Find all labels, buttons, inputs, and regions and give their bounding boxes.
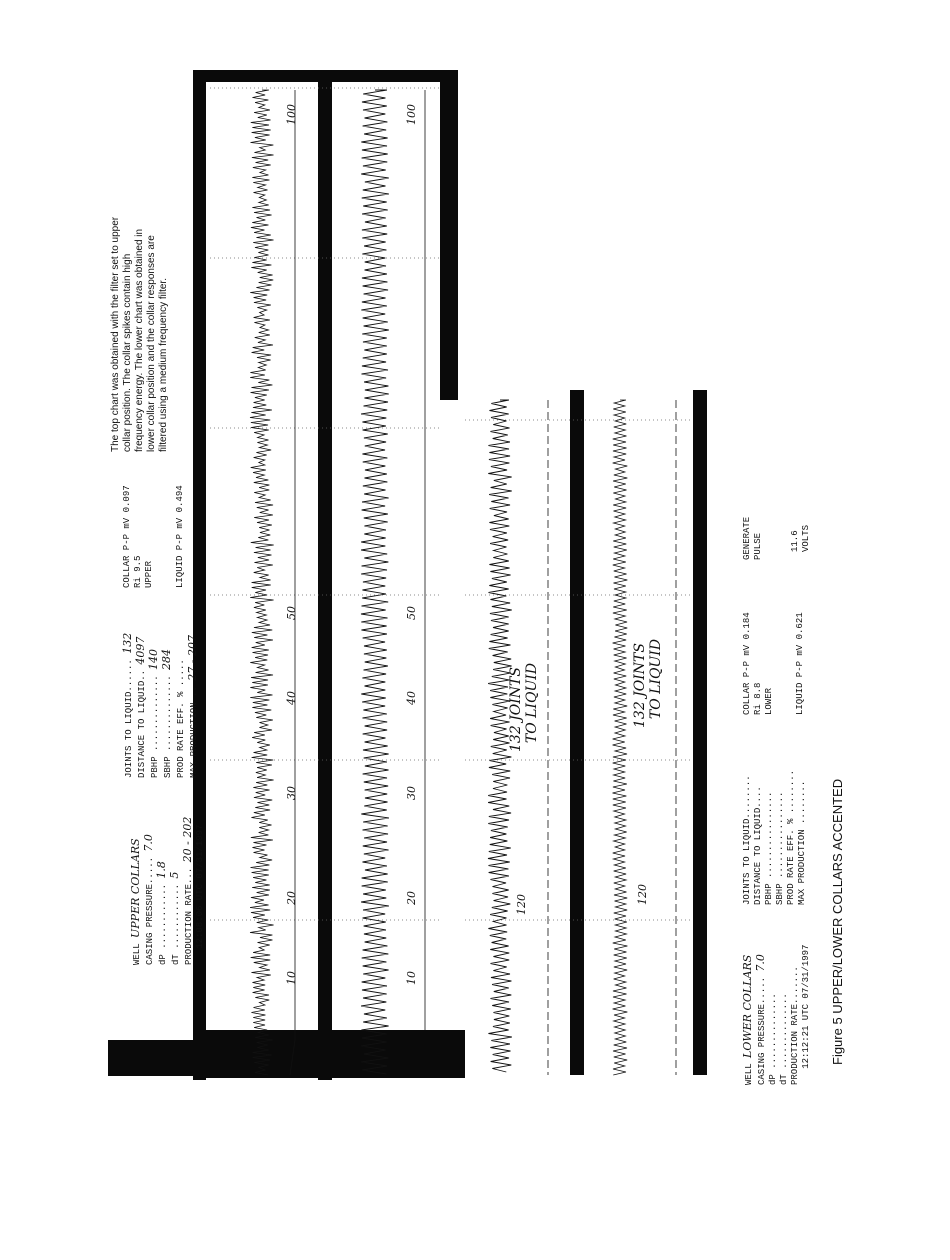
lower-trace-2	[613, 400, 628, 1075]
upper-joint-label-lower: 30	[405, 786, 418, 800]
upper-trace-2	[361, 90, 389, 1074]
upper-dp-value: 1.8	[155, 861, 168, 879]
annotation-a-count: 132	[508, 725, 524, 752]
annotation-b-liquid: LIQUID	[648, 638, 664, 694]
upper-pbhp-value: 140	[147, 648, 160, 670]
upper-pbhp-label: PBHP	[150, 756, 160, 778]
upper-timestamp: 12:08:06 UTC 07/31/1997	[195, 824, 205, 949]
lower-well-label: WELL	[744, 1063, 754, 1085]
upper-joint-label: 30	[285, 786, 298, 800]
lower-mark-120-b: 120	[636, 884, 649, 905]
upper-well-label: WELL	[132, 943, 142, 965]
upper-header-col3	[122, 485, 155, 588]
lower-timestamp: 12:12:21 UTC 07/31/1997	[801, 944, 811, 1069]
lower-generate-pulse	[742, 517, 764, 560]
lower-liquid-pp: LIQUID P-P mV 0.621	[795, 612, 805, 715]
lower-dt-label: dT	[779, 1074, 789, 1085]
lower-volts-value: 11.6	[790, 530, 800, 552]
lower-header-col3	[742, 612, 775, 715]
upper-well-value: UPPER COLLARS	[129, 838, 142, 938]
annotation-a	[508, 663, 540, 752]
upper-baseline-1	[290, 90, 295, 1075]
description-paragraph	[110, 217, 170, 452]
lower-pbhp-label: PBHP	[764, 883, 774, 905]
upper-liquid-pp: LIQUID P-P mV 0.494	[175, 485, 185, 588]
lower-eff-label: PROD RATE EFF. %	[786, 818, 796, 905]
upper-joint-label-lower: 20	[405, 891, 418, 905]
upper-joint-label: 40	[285, 691, 298, 705]
description-line-3: frequency energy. The lower chart was obtained in	[134, 228, 145, 452]
lower-dist-label: DISTANCE TO LIQUID	[753, 807, 763, 905]
description-line-5: filtered using a medium frequency filter.	[158, 278, 169, 452]
lower-volts-label: VOLTS	[801, 524, 811, 552]
upper-prod-label: PRODUCTION RATE	[184, 883, 194, 965]
upper-header-col2: JOINTS TO LIQUID...... 132 DISTANCE TO LIQUID.. 4097 PBHP .............. 140 SBHP .............. 284 PROD RATE EFF. % ..... MAX PRODUCTION .. 27 - 207	[121, 632, 199, 778]
lower-header-col1: WELL LOWER COLLARS CASING PRESSURE..... 7.0 dP .............. dT .............. PRODUCTION RATE....... 12:12:21 UTC 07/31/1997	[741, 944, 811, 1085]
lower-collar-pp: COLLAR P-P mV 0.184	[742, 612, 752, 715]
upper-position: UPPER	[144, 560, 154, 588]
upper-dp-label: dP	[158, 954, 168, 965]
upper-max-value: 27 - 207	[186, 635, 199, 681]
annotation-a-joints: JOINTS	[508, 667, 524, 721]
upper-collar-pp: COLLAR P-P mV 0.097	[122, 485, 132, 588]
upper-joint-label-lower: 10	[405, 971, 418, 985]
lower-prod-label: PRODUCTION RATE	[790, 1003, 800, 1085]
upper-joint-label: 10	[285, 971, 298, 985]
upper-casing-label: CASING PRESSURE	[145, 883, 155, 965]
upper-dist-value: 4097	[134, 636, 147, 665]
description-line-2: collar position. The collar spikes contain high	[122, 253, 133, 452]
upper-sbhp-label: SBHP	[163, 756, 173, 778]
annotation-a-liquid: LIQUID	[524, 662, 540, 718]
upper-joints-label: JOINTS TO LIQUID	[124, 691, 134, 778]
lower-volts	[790, 525, 812, 552]
lower-dp-label: dP	[768, 1074, 778, 1085]
upper-joint-label: 20	[285, 891, 298, 905]
acoustic-traces	[250, 90, 676, 1075]
upper-joint-label-lower: 40	[405, 691, 418, 705]
upper-dt-value: 5	[168, 871, 181, 879]
annotation-b	[632, 639, 664, 728]
annotation-a-to: TO	[524, 722, 540, 744]
lower-generate: GENERATE	[742, 516, 752, 560]
annotation-b-count: 132	[632, 701, 648, 728]
upper-joints-value: 132	[121, 632, 134, 654]
upper-dt-label: dT	[171, 954, 181, 965]
upper-trace-1	[250, 90, 274, 1075]
upper-ri: Ri 9.5	[133, 555, 143, 588]
lower-header-col2: JOINTS TO LIQUID........ DISTANCE TO LIQUID.... PBHP ................ SBHP ................ PROD RATE EFF. % ........ MAX PRODUCTION ........	[742, 769, 807, 905]
upper-joint-label: 50	[285, 606, 298, 620]
annotation-b-to: TO	[648, 698, 664, 720]
upper-sbhp-value: 284	[160, 648, 173, 670]
lower-max-label: MAX PRODUCTION	[797, 829, 807, 905]
lower-pulse: PULSE	[753, 532, 763, 560]
upper-dist-label: DISTANCE TO LIQUID	[137, 680, 147, 778]
description-line-4: lower collar position and the collar responses are	[146, 235, 157, 452]
lower-well-value: LOWER COLLARS	[741, 954, 754, 1058]
annotation-b-joints: JOINTS	[632, 643, 648, 697]
lower-position: LOWER	[764, 687, 774, 715]
lower-joints-label: JOINTS TO LIQUID	[742, 818, 752, 905]
upper-joint-label-lower: 50	[405, 606, 418, 620]
upper-joint-label: 100	[285, 104, 298, 125]
description-line-1: The top chart was obtained with the filter set to upper	[110, 216, 121, 452]
upper-prod-value: 20 - 202	[181, 816, 194, 863]
lower-casing-label: CASING PRESSURE	[757, 1003, 767, 1085]
upper-header-col1: WELL UPPER COLLARS CASING PRESSURE..... 7.0 dP ............ 1.8 dT ............ 5 PRODUCTION RATE... 20 - 202 12:08:06 UTC 07/31/1997	[129, 816, 205, 965]
lower-ri: Ri 8.8	[753, 682, 763, 715]
upper-joint-label-lower: 100	[405, 104, 418, 125]
figure-caption: Figure 5 UPPER/LOWER COLLARS ACCENTED	[830, 778, 845, 1065]
lower-sbhp-label: SBHP	[775, 883, 785, 905]
upper-casing-value: 7.0	[142, 834, 155, 852]
upper-eff-label: PROD RATE EFF. %	[176, 691, 186, 778]
lower-mark-120-a: 120	[515, 894, 528, 915]
upper-max-label: MAX PRODUCTION	[189, 702, 199, 778]
lower-casing-value: 7.0	[754, 954, 767, 972]
